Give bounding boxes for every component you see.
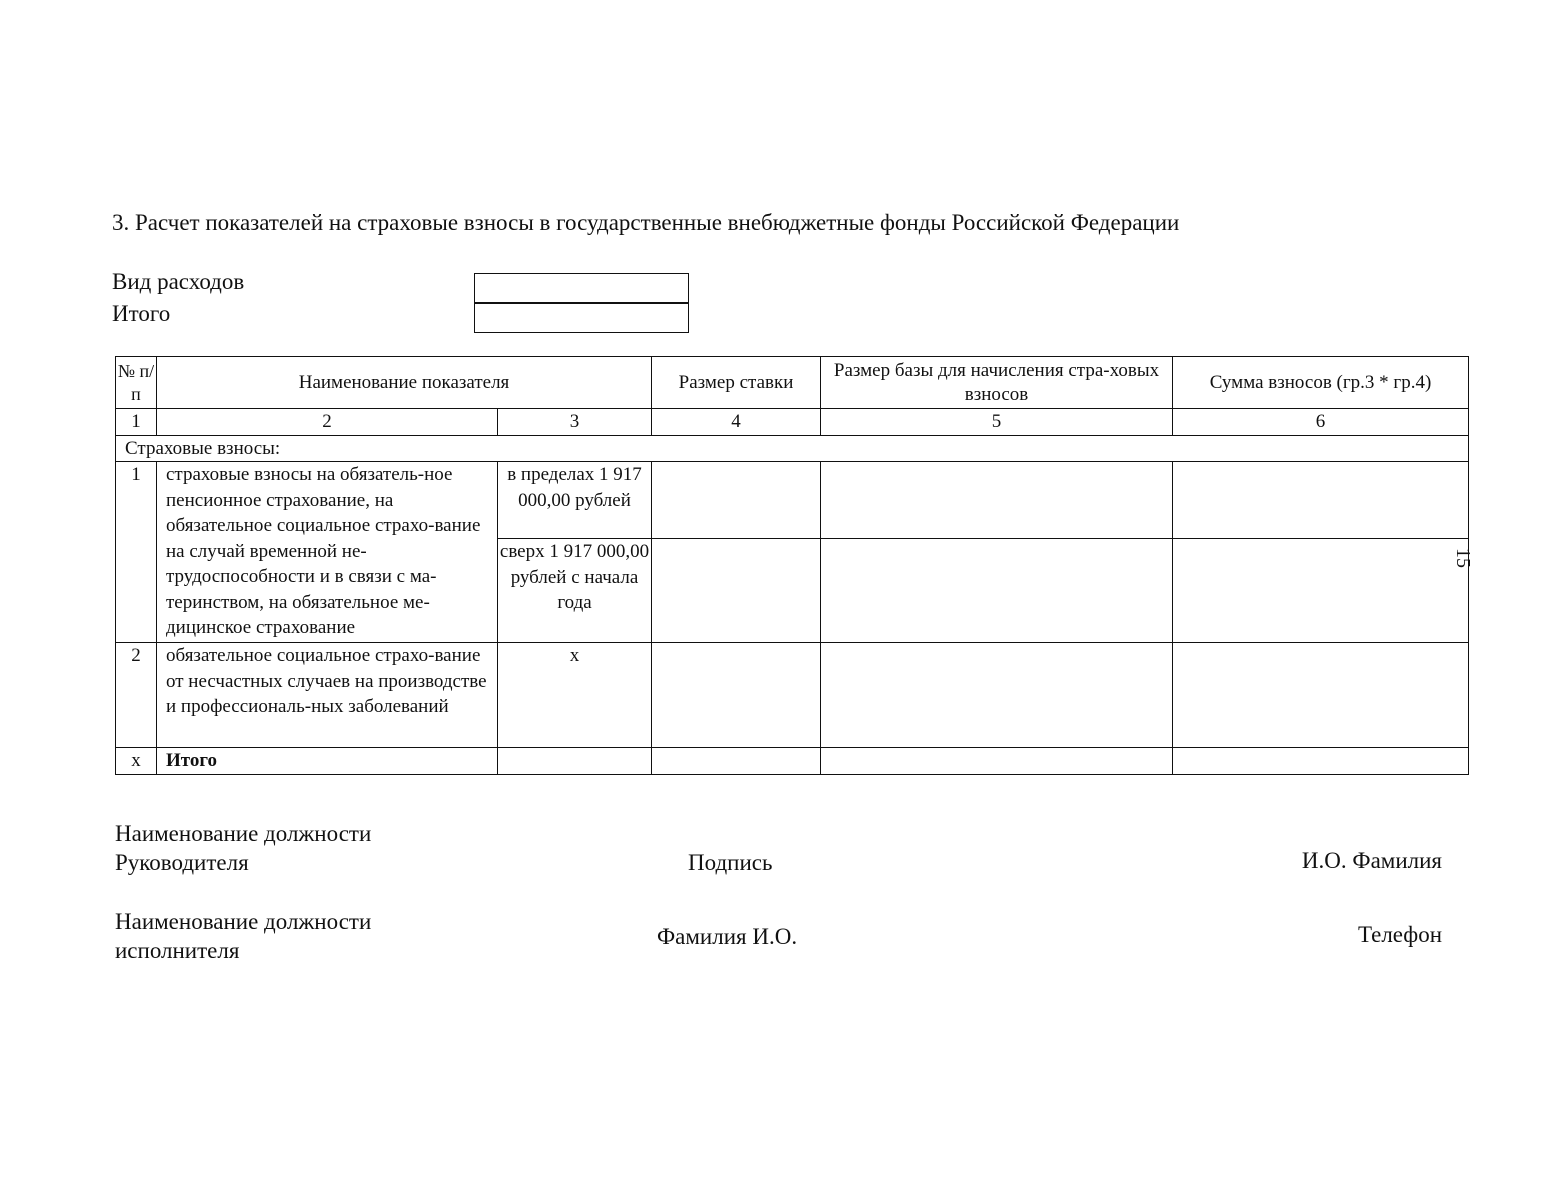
head-position-label: Наименование должности Руководителя: [115, 821, 372, 875]
base-cell[interactable]: [821, 643, 1173, 748]
sum-cell[interactable]: [1173, 643, 1469, 748]
section-row: [116, 435, 1469, 462]
rate-cell[interactable]: [652, 643, 821, 748]
section-title: 3. Расчет показателей на страховые взносы в государственные внебюджетные фонды Российской Федерации: [112, 210, 1180, 235]
page-number: 15: [1452, 548, 1474, 568]
col-number: 6: [1173, 409, 1469, 436]
table-header-row: [116, 357, 1469, 409]
row-name: страховые взносы на обязатель-ное пенсионное страхование, на обязательное социальное страхо-вание на случай временной не-трудоспособности и в связи с ма-теринством, на обязательное ме-дицинское страхование: [157, 462, 498, 643]
total-rate-cell[interactable]: [652, 748, 821, 775]
sum-cell[interactable]: [1173, 539, 1469, 643]
header-name: Наименование показателя: [157, 357, 652, 409]
row-name: обязательное социальное страхо-вание от несчастных случаев на производстве и профессиональ-ных заболеваний: [157, 643, 498, 748]
row-num: 2: [116, 643, 157, 748]
phone-label: Телефон: [1357, 922, 1442, 947]
header-rate: Размер ставки: [652, 357, 821, 409]
total-row: [116, 748, 1469, 775]
rate-cell[interactable]: [652, 462, 821, 539]
column-numbers-row: [116, 409, 1469, 436]
signature-label: Подпись: [688, 850, 773, 875]
total-sum-cell[interactable]: [1173, 748, 1469, 775]
total-num: х: [116, 748, 157, 775]
header-num: № п/п: [116, 357, 157, 409]
section-label: Страховые взносы:: [116, 435, 1469, 462]
header-sum: Сумма взносов (гр.3 * гр.4): [1173, 357, 1469, 409]
col-number: 3: [498, 409, 652, 436]
rate-cell[interactable]: [652, 539, 821, 643]
expense-type-field[interactable]: [474, 273, 689, 303]
executor-position-label: Наименование должности исполнителя: [115, 909, 372, 963]
total-limit-cell[interactable]: [498, 748, 652, 775]
row-limit: в пределах 1 917 000,00 рублей: [498, 462, 652, 539]
header-base: Размер базы для начисления стра-ховых взносов: [821, 357, 1173, 409]
expense-type-label: Вид расходов: [112, 269, 245, 294]
col-number: 1: [116, 409, 157, 436]
total-field[interactable]: [474, 303, 689, 333]
base-cell[interactable]: [821, 462, 1173, 539]
executor-name-label: Фамилия И.О.: [657, 924, 798, 949]
head-name-label: И.О. Фамилия: [1301, 848, 1442, 873]
table-row: [116, 643, 1469, 748]
col-number: 4: [652, 409, 821, 436]
row-num: 1: [116, 462, 157, 643]
sum-cell[interactable]: [1173, 462, 1469, 539]
total-row-label: Итого: [157, 748, 498, 775]
total-base-cell[interactable]: [821, 748, 1173, 775]
total-label: Итого: [112, 301, 171, 326]
col-number: 2: [157, 409, 498, 436]
row-limit: сверх 1 917 000,00 рублей с начала года: [498, 539, 652, 643]
col-number: 5: [821, 409, 1173, 436]
table-row: [116, 462, 1469, 539]
base-cell[interactable]: [821, 539, 1173, 643]
contributions-table: [115, 356, 1469, 775]
row-limit: х: [498, 643, 652, 748]
